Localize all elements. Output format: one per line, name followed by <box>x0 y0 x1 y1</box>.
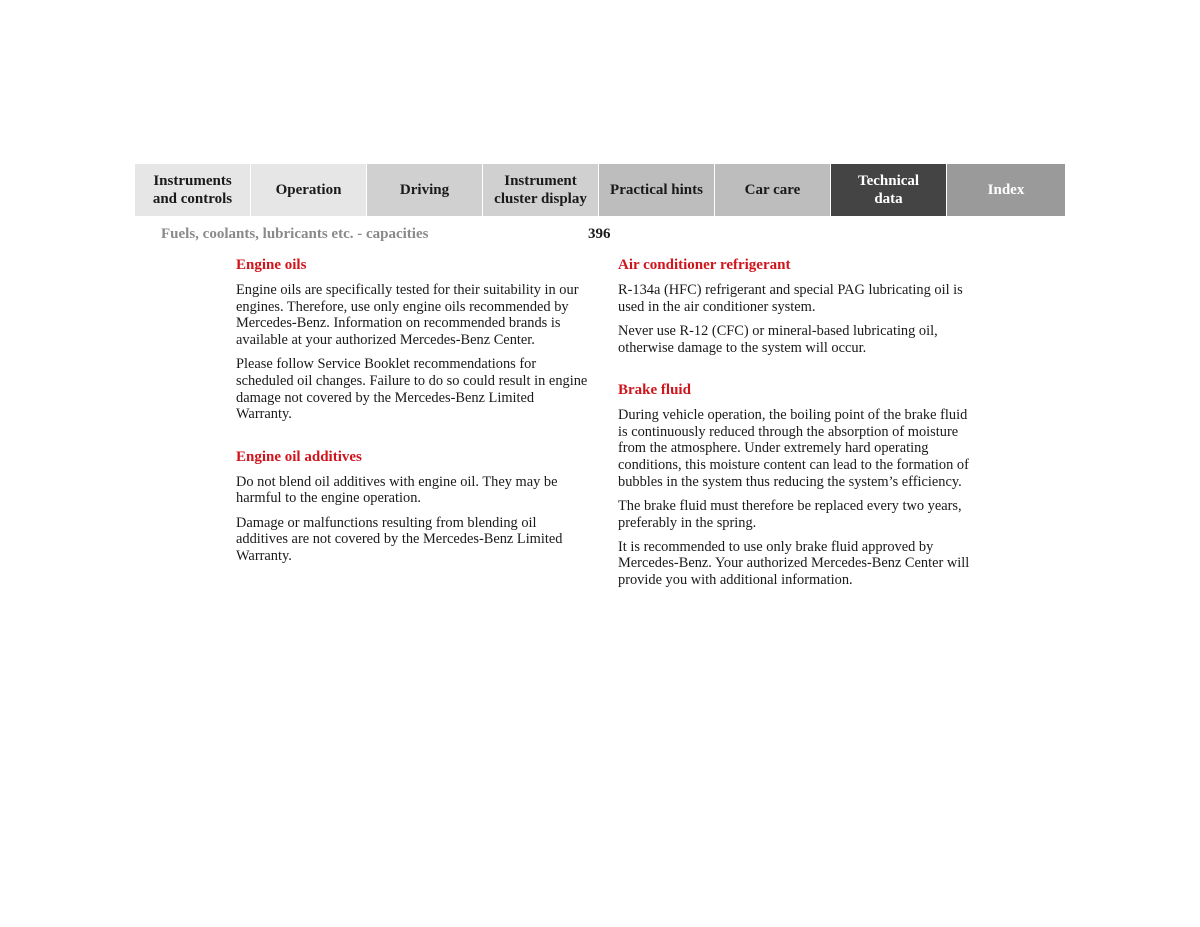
refrigerant-heading: Air conditioner refrigerant <box>618 257 791 273</box>
brake-fluid-paragraph-3: It is recommended to use only brake fluid approved by Mercedes-Benz. Your authorized Mercedes-Benz Center will provide you with additional information. <box>618 538 970 589</box>
tab-label: Technical data <box>857 173 920 207</box>
tab-label: Operation <box>275 182 342 198</box>
page-number: 396 <box>588 226 611 242</box>
tab-label: Instruments and controls <box>152 173 233 207</box>
engine-oils-heading: Engine oils <box>236 257 307 273</box>
additives-paragraph-2: Damage or malfunctions resulting from blending oil additives are not covered by the Mercedes-Benz Limited Warranty. <box>236 514 563 564</box>
brake-fluid-heading: Brake fluid <box>618 381 691 398</box>
tab-label: Practical hints <box>610 182 703 198</box>
section-spacer <box>236 431 588 448</box>
refrigerant-paragraph-1: R-134a (HFC) refrigerant and special PAG lubricating oil is used in the air conditioner system. <box>618 282 963 315</box>
tab-operation[interactable] <box>251 164 367 216</box>
additives-paragraph-1: Do not blend oil additives with engine oil. They may be harmful to the engine operation. <box>236 473 558 507</box>
tab-label: Instrument cluster display <box>494 173 587 207</box>
tab-practical-hints[interactable] <box>599 164 715 216</box>
tab-car-care[interactable] <box>715 164 831 216</box>
engine-oils-paragraph-2: Please follow Service Booklet recommendations for scheduled oil changes. Failure to do so could result in engine damage not covered by the Mercedes-Benz Limited Warranty. <box>236 356 588 423</box>
tab-label: Car care <box>744 182 801 198</box>
engine-oils-paragraph-1: Engine oils are specifically tested for their suitability in our engines. Therefore, use only engine oils recommended by Mercedes-Benz. Information on recommended brands is available at your authorized Mercedes-Benz Center. <box>236 282 579 349</box>
tab-label: Driving <box>399 182 450 198</box>
section-spacer <box>618 364 970 381</box>
engine-oil-additives-heading: Engine oil additives <box>236 448 362 465</box>
running-head: Fuels, coolants, lubricants etc. - capacities <box>161 226 429 242</box>
tab-driving[interactable] <box>367 164 483 216</box>
brake-fluid-paragraph-2: The brake fluid must therefore be replaced every two years, preferably in the spring. <box>618 497 962 531</box>
tab-label: Index <box>987 182 1025 198</box>
refrigerant-paragraph-2: Never use R-12 (CFC) or mineral-based lubricating oil, otherwise damage to the system will occur. <box>618 322 938 356</box>
tab-technical-data[interactable] <box>831 164 947 216</box>
tab-instruments-and-controls[interactable] <box>135 164 251 216</box>
chapter-nav <box>135 164 1065 216</box>
right-column <box>618 256 970 596</box>
brake-fluid-paragraph-1: During vehicle operation, the boiling point of the brake fluid is continuously reduced through the absorption of moisture from the atmosphere. Under extremely hard operating conditions, this moisture content can lead to the formation of bubbles in the system thus reducing the system’s efficiency. <box>618 406 969 490</box>
left-column <box>236 256 588 572</box>
tab-instrument-cluster-display[interactable] <box>483 164 599 216</box>
tab-index[interactable] <box>947 164 1065 216</box>
